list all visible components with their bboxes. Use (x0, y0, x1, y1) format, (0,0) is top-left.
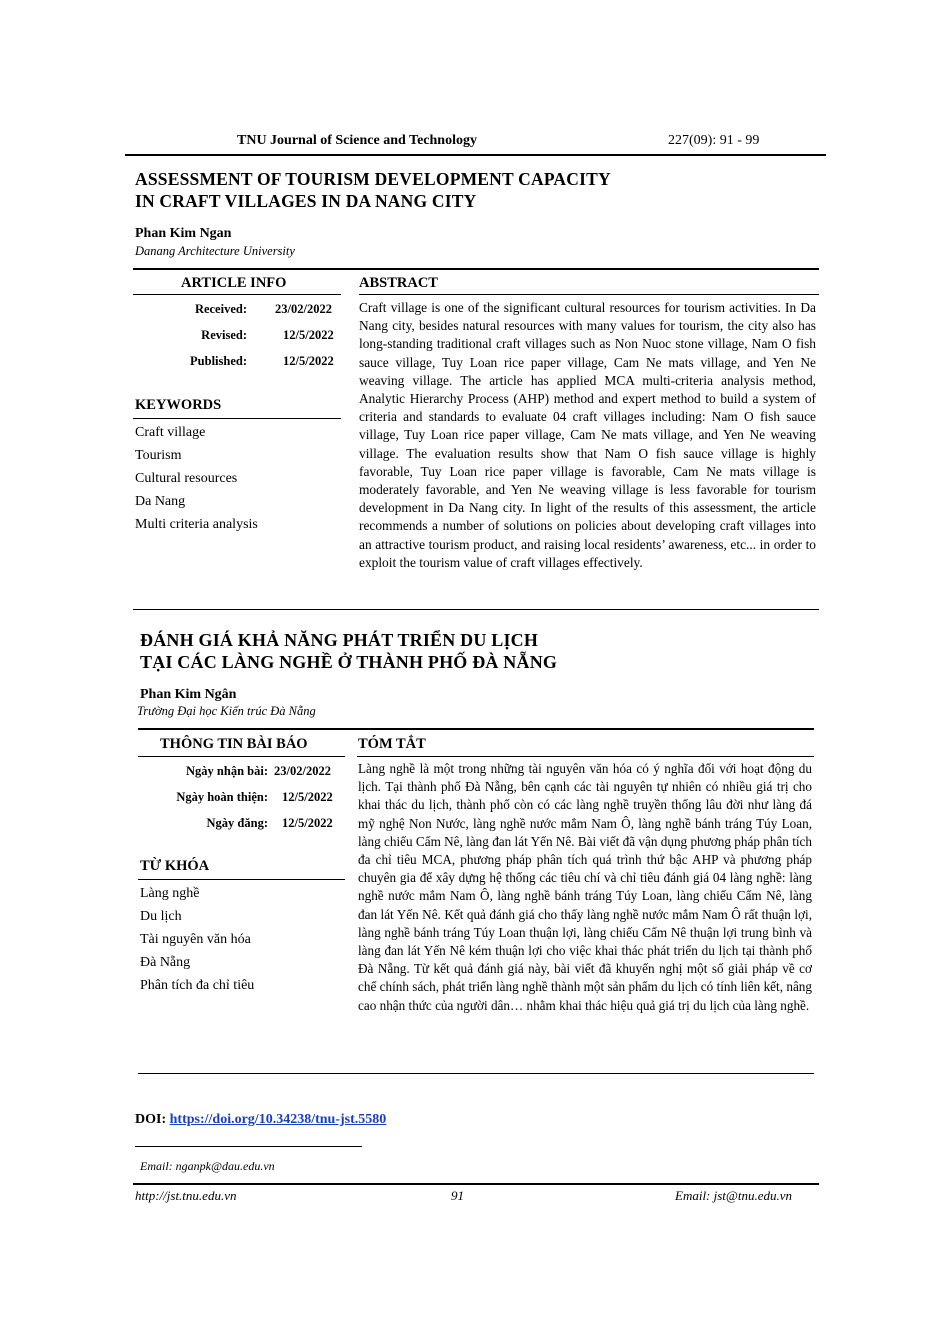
english-title-line2: IN CRAFT VILLAGES IN DA NANG CITY (135, 191, 477, 211)
corresponding-email: Email: nganpk@dau.edu.vn (140, 1159, 275, 1173)
keyword-item: Multi criteria analysis (135, 517, 258, 532)
ngay-hoan-thien-value: 12/5/2022 (282, 790, 333, 804)
keyword-item: Cultural resources (135, 471, 238, 486)
english-author: Phan Kim Ngan (135, 226, 232, 241)
thong-tin-bai-bao-heading: THÔNG TIN BÀI BÁO (160, 736, 308, 752)
vietnamese-title-line1: ĐÁNH GIÁ KHẢ NĂNG PHÁT TRIỂN DU LỊCH (140, 630, 539, 650)
keywords-heading: KEYWORDS (135, 397, 222, 413)
vietnamese-title-line2: TẠI CÁC LÀNG NGHỀ Ở THÀNH PHỐ ĐÀ NẴNG (140, 652, 558, 672)
issue-pages: 227(09): 91 - 99 (668, 133, 760, 148)
footer-email[interactable]: Email: jst@tnu.edu.vn (675, 1188, 793, 1203)
english-title (135, 168, 611, 212)
header-rule (125, 154, 826, 156)
vietnamese-affiliation: Trường Đại học Kiến trúc Đà Nẵng (137, 704, 316, 718)
vietnamese-title (140, 629, 557, 673)
english-info-rule-right (359, 294, 819, 295)
vietnamese-abstract: Làng nghề là một trong những tài nguyên văn hóa có ý nghĩa đối với hoạt động du lịch. Tại thành phố Đà Nẵng, bên cạnh các tài nguyên tự nhiên có nhiều giá trị cho khai thác du lịch, thành phố còn có các làng nghề truyền thống lâu đời như làng đá mỹ nghệ Non Nước, làng nghề nước mắm Nam Ô, làng nghề bánh tráng Túy Loan, làng chiếu Cẩm Nê, làng đan lát Yến Nê. Bài viết đã vận dụng phương pháp phân tích đa chỉ tiêu MCA, phương pháp phân tích quá trình thứ bậc AHP và phương pháp chuyên gia để xây dựng hệ thống các tiêu chí và chỉ tiêu đánh giá 04 làng nghề: làng nghề nước mắm Nam Ô, làng nghề bánh tráng Túy Loan, làng chiếu Cẩm Nê, làng đan lát Yến Nê. Kết quả đánh giá cho thấy làng nghề nước mắm Nam Ô rất thuận lợi, làng nghề bánh tráng Túy Loan thuận lợi, làng chiếu Cẩm Nê thuận lợi trung bình và làng đan lát Yến Nê kém thuận lợi cho việc khai thác phát triển du lịch tại thành phố Đà Nẵng. Từ kết quả đánh giá này, bài viết đã khuyến nghị một số giải pháp về cơ chế chính sách, phát triển làng nghề thành một sản phẩm du lịch có tính liên kết, nâng cao nhận thức của người dân… nhằm khai thác hiệu quả giá trị du lịch của làng nghề. (358, 761, 812, 1013)
english-keywords (135, 421, 258, 536)
keyword-item: Đà Nẵng (140, 955, 191, 970)
vietnamese-info-rule-top (138, 728, 814, 730)
keywords-rule (133, 418, 341, 419)
footer-rule (133, 1183, 819, 1185)
revised-value: 12/5/2022 (283, 328, 334, 342)
english-dates (133, 302, 343, 382)
received-value: 23/02/2022 (275, 302, 332, 316)
revised-label: Revised: (201, 328, 247, 342)
vietnamese-abstract-rule-bottom (138, 1073, 814, 1074)
doi-line (135, 1112, 386, 1128)
abstract-heading: ABSTRACT (359, 275, 438, 291)
english-abstract-rule-bottom (133, 609, 819, 610)
doi-label: DOI: (135, 1112, 167, 1127)
english-title-line1: ASSESSMENT OF TOURISM DEVELOPMENT CAPACITY (135, 169, 611, 189)
ngay-hoan-thien-label: Ngày hoàn thiện: (176, 790, 268, 804)
page-number: 91 (451, 1188, 464, 1203)
ngay-dang-label: Ngày đăng: (206, 816, 268, 830)
keyword-item: Tourism (135, 448, 182, 463)
published-value: 12/5/2022 (283, 354, 334, 368)
vietnamese-dates (138, 764, 348, 844)
keyword-item: Làng nghề (140, 886, 200, 901)
english-info-rule-top (133, 268, 819, 270)
vietnamese-info-rule-left (138, 756, 345, 757)
keyword-item: Tài nguyên văn hóa (140, 932, 251, 947)
received-label: Received: (194, 302, 247, 316)
journal-name: TNU Journal of Science and Technology (237, 133, 477, 148)
tu-khoa-heading: TỪ KHÓA (140, 858, 210, 874)
english-affiliation: Danang Architecture University (135, 244, 295, 258)
published-label: Published: (190, 354, 247, 368)
ngay-dang-value: 12/5/2022 (282, 816, 333, 830)
vietnamese-author: Phan Kim Ngân (140, 687, 237, 702)
vietnamese-info-rule-right (357, 756, 814, 757)
vietnamese-keywords (140, 882, 254, 997)
keyword-item: Phân tích đa chỉ tiêu (140, 978, 255, 993)
footnote-rule (135, 1146, 362, 1147)
article-info-heading: ARTICLE INFO (181, 275, 287, 291)
english-abstract: Craft village is one of the significant cultural resources for tourism activities. In Da Nang city, besides natural resources with many values for tourism, the city also has long-standing traditional craft villages such as Non Nuoc stone village, Nam O fish sauce village, Tuy Loan rice paper village, Cam Ne mats village, and Yen Ne weaving village. The article has applied MCA multi-criteria analysis method, Analytic Hierarchy Process (AHP) method and expert method to build a system of criteria and standards to evaluate 04 craft villages including: Nam O fish sauce village, Tuy Loan rice paper village, Cam Ne mats village, and Yen Ne weaving village. The evaluation results show that Nam O fish sauce village is highly favorable, Tuy Loan rice paper village is favorable, Cam Ne mats village is moderately favorable, and Yen Ne weaving village is less favorable for tourism development in Da Nang city. In light of the results of this assessment, the article recommends a number of solutions on policies about developing craft villages into an attractive tourism product, and raising local residents’ awareness, etc... in order to exploit the tourism value of craft villages effectively. (359, 300, 816, 570)
keyword-item: Da Nang (135, 494, 186, 509)
ngay-nhan-bai-value: 23/02/2022 (274, 764, 331, 778)
english-info-rule-left (133, 294, 341, 295)
keyword-item: Du lịch (140, 909, 182, 924)
ngay-nhan-bai-label: Ngày nhận bài: (186, 764, 268, 778)
tom-tat-heading: TÓM TẮT (358, 736, 426, 752)
doi-link[interactable]: https://doi.org/10.34238/tnu-jst.5580 (169, 1112, 387, 1127)
footer-website[interactable]: http://jst.tnu.edu.vn (135, 1188, 237, 1203)
tu-khoa-rule (138, 879, 345, 880)
keyword-item: Craft village (135, 425, 206, 440)
